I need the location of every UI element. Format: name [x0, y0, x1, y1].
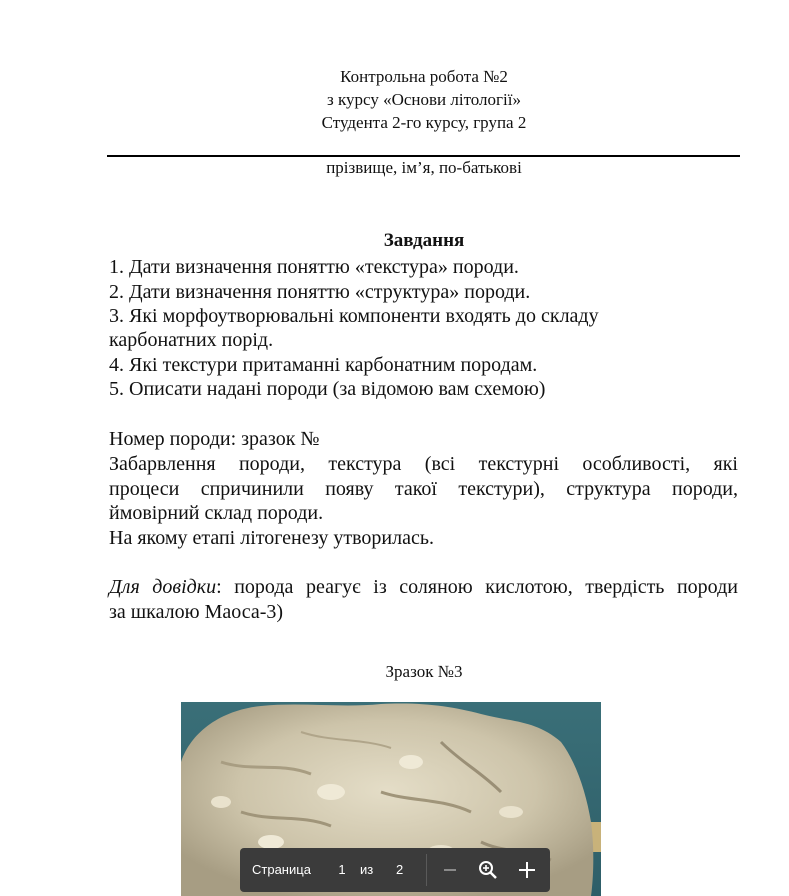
sample-caption: Зразок №3	[385, 662, 463, 681]
task-item: 4. Які текстури притаманні карбонатним породам.	[109, 354, 538, 376]
magnifier-icon	[478, 860, 498, 880]
formation-stage-question: На якому етапі літогенезу утворилась.	[109, 527, 434, 549]
task-heading: Завдання	[383, 230, 465, 251]
zoom-in-button[interactable]	[513, 856, 541, 884]
reference-text: : порода реагує із соляною кислотою, твердість породи	[216, 576, 738, 598]
description-line: Забарвлення породи, текстура (всі текстурні особливості, які	[109, 453, 738, 475]
name-underline	[107, 155, 740, 157]
current-page-input[interactable]: 1	[338, 862, 346, 877]
task-item: 5. Описати надані породи (за відомою вам схемою)	[109, 378, 546, 400]
name-caption: прізвище, ім’я, по-батькові	[326, 158, 522, 177]
reference-line	[109, 576, 738, 599]
zoom-button[interactable]	[474, 856, 502, 884]
minus-icon	[442, 862, 458, 878]
toolbar-divider	[426, 854, 427, 886]
page-label: Страница	[252, 862, 311, 877]
description-line: ймовірний склад породи.	[109, 502, 324, 524]
total-pages: 2	[396, 862, 404, 877]
pdf-viewer-toolbar	[240, 848, 550, 892]
plus-icon	[518, 861, 536, 879]
student-line: Студента 2-го курсу, група 2	[321, 113, 527, 132]
description-line: процеси спричинили появу такої текстури), структура породи,	[109, 478, 738, 500]
reference-italic-label: Для довідки	[109, 576, 217, 598]
title-line: Контрольна робота №2	[340, 67, 508, 86]
course-line: з курсу «Основи літології»	[327, 90, 521, 109]
task-item: 2. Дати визначення поняттю «структура» породи.	[109, 281, 531, 303]
zoom-out-button[interactable]	[436, 856, 464, 884]
of-label: из	[360, 862, 374, 877]
task-item: 1. Дати визначення поняттю «текстура» породи.	[109, 256, 519, 278]
sample-number-label: Номер породи: зразок №	[109, 428, 320, 450]
task-item: карбонатних порід.	[109, 329, 274, 351]
reference-line-2: за шкалою Маоса-3)	[109, 601, 284, 623]
task-item: 3. Які морфоутворювальні компоненти входять до складу	[109, 305, 599, 327]
